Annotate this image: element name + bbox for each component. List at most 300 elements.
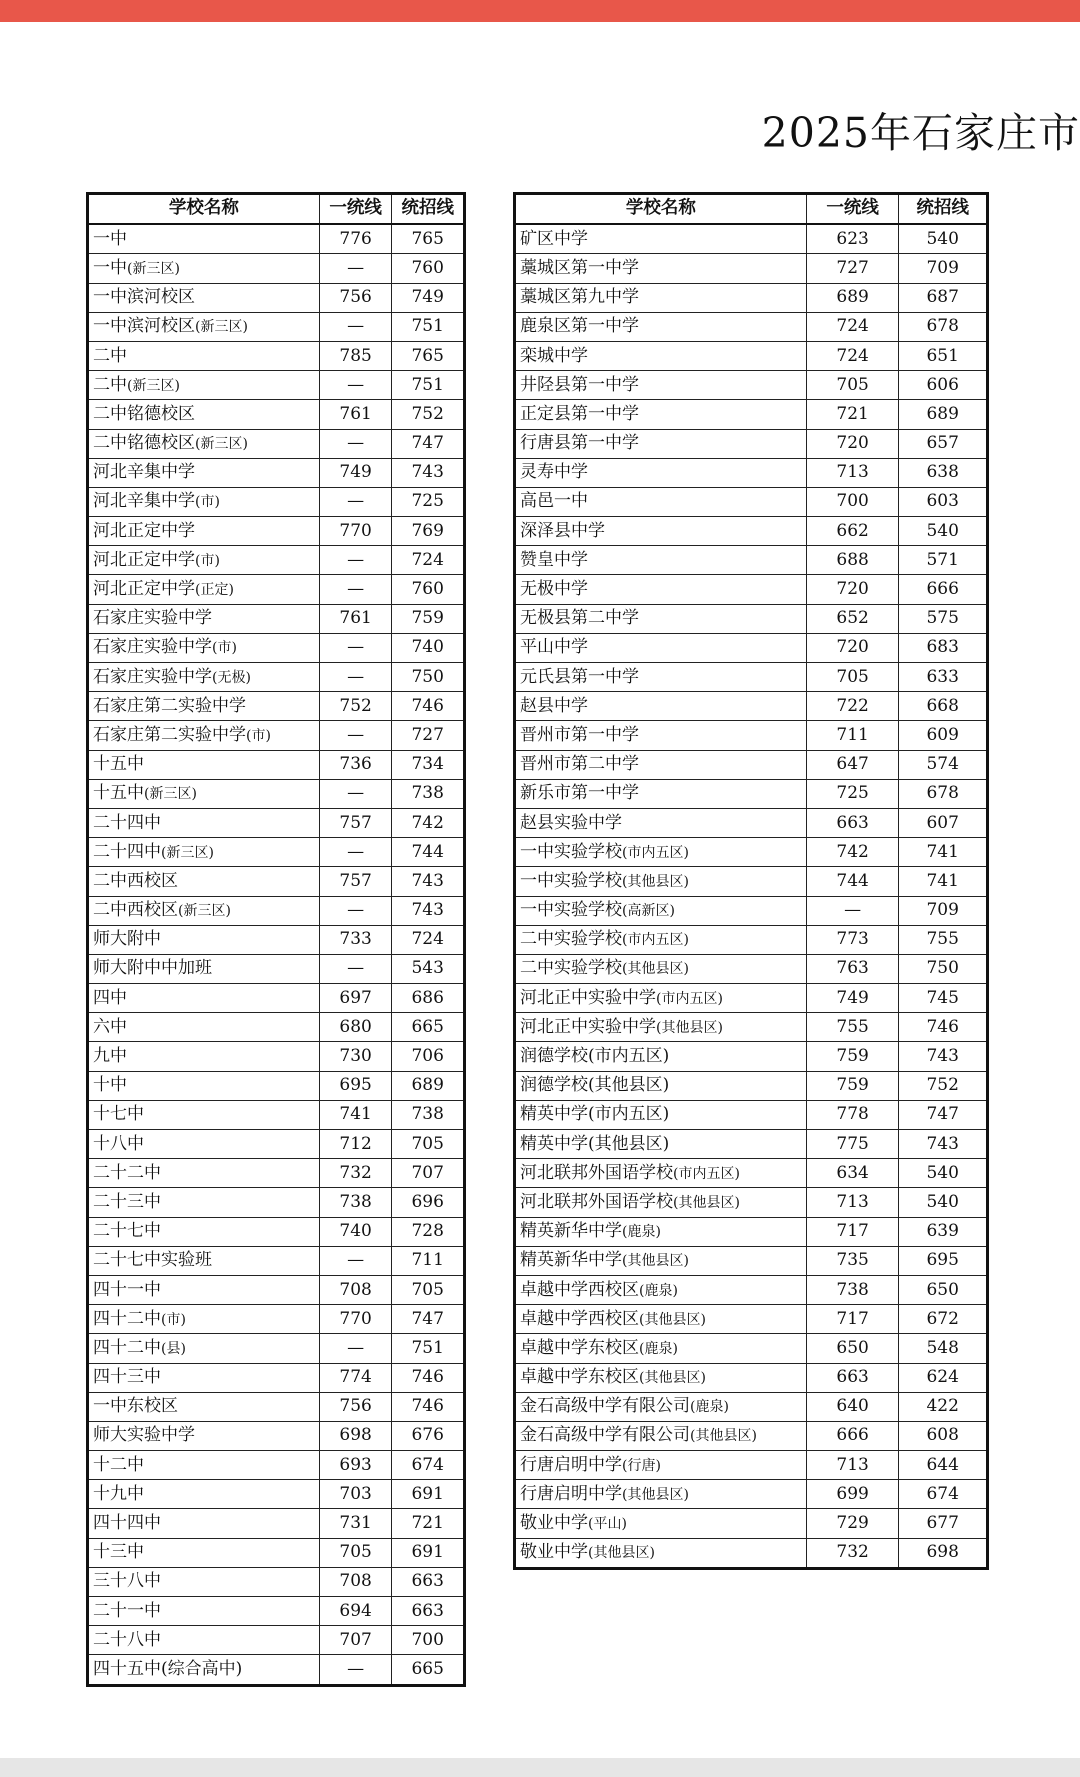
general-line-cell: 706 <box>392 1042 465 1071</box>
general-line-cell: 698 <box>899 1538 988 1568</box>
school-name: 井陉县第一中学 <box>520 374 639 395</box>
unified-line-cell: 693 <box>319 1451 392 1480</box>
school-name: 二十八中 <box>93 1629 161 1650</box>
school-name: 鹿泉区第一中学 <box>520 316 639 337</box>
school-name-cell <box>515 1159 807 1188</box>
general-line-cell: 707 <box>392 1159 465 1188</box>
table-row <box>515 1509 988 1538</box>
school-note: (平山) <box>588 1516 627 1533</box>
general-line-cell: 741 <box>899 838 988 867</box>
unified-line-cell: 713 <box>806 458 899 487</box>
school-name-cell <box>515 1392 807 1421</box>
school-note: (市内五区) <box>622 932 689 949</box>
general-line-cell: 683 <box>899 633 988 662</box>
unified-line-cell: 720 <box>806 429 899 458</box>
table-row <box>88 692 465 721</box>
school-name-cell <box>88 575 320 604</box>
school-name: 卓越中学西校区 <box>520 1279 639 1300</box>
school-name-cell <box>515 546 807 575</box>
school-note: (其他县区) <box>690 1428 757 1445</box>
unified-line-cell: 770 <box>319 517 392 546</box>
school-note: (市) <box>195 552 220 569</box>
header-school-name: 学校名称 <box>515 194 807 225</box>
unified-line-cell: 713 <box>806 1451 899 1480</box>
unified-line-cell: 634 <box>806 1159 899 1188</box>
school-name: 精英新华中学 <box>520 1221 622 1242</box>
school-name: 一中滨河校区 <box>93 316 195 337</box>
general-line-cell: 747 <box>899 1100 988 1129</box>
school-name: 四十二中 <box>93 1308 161 1329</box>
school-note: (其他县区) <box>622 1253 689 1270</box>
table-row <box>515 838 988 867</box>
general-line-cell: 663 <box>392 1567 465 1596</box>
unified-line-cell: 662 <box>806 517 899 546</box>
table-row <box>515 1334 988 1363</box>
school-note: (行唐) <box>622 1457 661 1474</box>
general-line-cell: 663 <box>392 1597 465 1626</box>
general-line-cell: 575 <box>899 604 988 633</box>
school-note: (正定) <box>195 582 234 599</box>
header-line1: 一统线 <box>806 194 899 225</box>
table-row <box>515 1305 988 1334</box>
school-note: (鹿泉) <box>639 1282 678 1299</box>
unified-line-cell: 650 <box>806 1334 899 1363</box>
school-name-cell <box>88 1451 320 1480</box>
general-line-cell: 742 <box>392 808 465 837</box>
school-name: 一中 <box>93 257 127 278</box>
school-note: (其他县区) <box>639 1311 706 1328</box>
school-name-cell <box>515 867 807 896</box>
table-row <box>88 663 465 692</box>
unified-line-cell: 730 <box>319 1042 392 1071</box>
general-line-cell: 639 <box>899 1217 988 1246</box>
school-name-cell <box>88 721 320 750</box>
school-name-cell <box>88 283 320 312</box>
table-row <box>515 1100 988 1129</box>
general-line-cell: 743 <box>392 896 465 925</box>
unified-line-cell: 705 <box>319 1538 392 1567</box>
school-name-cell <box>515 954 807 983</box>
table-row <box>515 312 988 341</box>
school-name-cell <box>515 896 807 925</box>
general-line-cell: 760 <box>392 575 465 604</box>
school-note: (市内五区) <box>656 990 723 1007</box>
school-name-cell <box>515 1275 807 1304</box>
table-row <box>515 1013 988 1042</box>
general-line-cell: 745 <box>899 984 988 1013</box>
table-row <box>515 1217 988 1246</box>
unified-line-cell: 708 <box>319 1567 392 1596</box>
school-note: (新三区) <box>195 436 248 453</box>
school-name-cell <box>515 1305 807 1334</box>
general-line-cell: 540 <box>899 1188 988 1217</box>
school-note: (新三区) <box>144 786 197 803</box>
school-name: 石家庄第二实验中学 <box>93 724 246 745</box>
unified-line-cell: 744 <box>806 867 899 896</box>
table-row <box>88 254 465 283</box>
school-note: (其他县区) <box>622 961 689 978</box>
school-name-cell <box>88 1626 320 1655</box>
school-name: 晋州市第二中学 <box>520 754 639 775</box>
general-line-cell: 687 <box>899 283 988 312</box>
school-name: 二中 <box>93 345 127 366</box>
table-row <box>88 312 465 341</box>
school-name: 师大附中中加班 <box>93 958 212 979</box>
general-line-cell: 746 <box>392 1363 465 1392</box>
school-name-cell <box>88 604 320 633</box>
school-name-cell <box>515 487 807 516</box>
general-line-cell: 686 <box>392 984 465 1013</box>
table-row <box>88 838 465 867</box>
school-name-cell <box>515 254 807 283</box>
school-name-cell <box>88 954 320 983</box>
school-name: 赵县中学 <box>520 695 588 716</box>
school-name: 晋州市第一中学 <box>520 724 639 745</box>
general-line-cell: 746 <box>899 1013 988 1042</box>
unified-line-cell: 695 <box>319 1071 392 1100</box>
general-line-cell: 666 <box>899 575 988 604</box>
school-name-cell <box>515 1042 807 1071</box>
school-name: 正定县第一中学 <box>520 403 639 424</box>
table-row <box>88 1071 465 1100</box>
general-line-cell: 728 <box>392 1217 465 1246</box>
general-line-cell: 540 <box>899 224 988 254</box>
school-name-cell <box>88 692 320 721</box>
school-name: 润德学校(其他县区) <box>520 1075 670 1096</box>
general-line-cell: 765 <box>392 341 465 370</box>
general-line-cell: 721 <box>392 1509 465 1538</box>
school-note: (无极) <box>212 669 251 686</box>
school-name: 河北正中实验中学 <box>520 1016 656 1037</box>
school-name-cell <box>515 341 807 370</box>
school-name: 金石高级中学有限公司 <box>520 1425 690 1446</box>
school-name: 石家庄实验中学 <box>93 666 212 687</box>
general-line-cell: 609 <box>899 721 988 750</box>
school-name: 三十八中 <box>93 1571 161 1592</box>
general-line-cell: 691 <box>392 1480 465 1509</box>
table-row <box>88 1159 465 1188</box>
general-line-cell: 678 <box>899 312 988 341</box>
table-row <box>88 779 465 808</box>
table-row <box>88 1567 465 1596</box>
school-name-cell <box>515 1451 807 1480</box>
unified-line-cell: 688 <box>806 546 899 575</box>
unified-line-cell: 724 <box>806 312 899 341</box>
general-line-cell: 689 <box>899 400 988 429</box>
unified-line-cell: 778 <box>806 1100 899 1129</box>
school-name: 一中实验学校 <box>520 841 622 862</box>
school-name-cell <box>88 1246 320 1275</box>
school-name-cell <box>88 371 320 400</box>
school-name: 二中实验学校 <box>520 929 622 950</box>
table-row <box>88 1655 465 1685</box>
general-line-cell: 608 <box>899 1421 988 1450</box>
unified-line-cell: 738 <box>319 1188 392 1217</box>
unified-line-cell: 738 <box>806 1275 899 1304</box>
school-name-cell <box>88 1567 320 1596</box>
school-name: 润德学校(市内五区) <box>520 1046 670 1067</box>
table-row <box>515 1480 988 1509</box>
table-row <box>515 954 988 983</box>
school-name-cell <box>88 1100 320 1129</box>
general-line-cell: 668 <box>899 692 988 721</box>
general-line-cell: 705 <box>392 1130 465 1159</box>
general-line-cell: 740 <box>392 633 465 662</box>
school-name-cell <box>88 1421 320 1450</box>
unified-line-cell: 680 <box>319 1013 392 1042</box>
table-row <box>88 1013 465 1042</box>
school-name: 赵县实验中学 <box>520 812 622 833</box>
school-name-cell <box>88 254 320 283</box>
school-name: 行唐启明中学 <box>520 1454 622 1475</box>
school-name-cell <box>88 1275 320 1304</box>
table-row <box>515 1159 988 1188</box>
school-name: 卓越中学东校区 <box>520 1367 639 1388</box>
table-row <box>515 808 988 837</box>
unified-line-cell: — <box>319 779 392 808</box>
school-name: 二中铭德校区 <box>93 403 195 424</box>
table-row <box>88 546 465 575</box>
school-name: 二十二中 <box>93 1162 161 1183</box>
school-name-cell <box>515 1130 807 1159</box>
unified-line-cell: 735 <box>806 1246 899 1275</box>
unified-line-cell: 736 <box>319 750 392 779</box>
school-name: 河北辛集中学 <box>93 462 195 483</box>
unified-line-cell: 666 <box>806 1421 899 1450</box>
unified-line-cell: 741 <box>319 1100 392 1129</box>
school-name-cell <box>515 1100 807 1129</box>
general-line-cell: 709 <box>899 896 988 925</box>
general-line-cell: 751 <box>392 371 465 400</box>
table-header-row <box>88 194 465 225</box>
school-name: 十三中 <box>93 1542 144 1563</box>
unified-line-cell: 729 <box>806 1509 899 1538</box>
table-row <box>88 517 465 546</box>
school-name: 二十四中 <box>93 841 161 862</box>
school-name: 河北正定中学 <box>93 579 195 600</box>
unified-line-cell: 749 <box>806 984 899 1013</box>
school-name-cell <box>88 1130 320 1159</box>
table-row <box>515 1246 988 1275</box>
unified-line-cell: 761 <box>319 400 392 429</box>
school-name-cell <box>515 575 807 604</box>
table-row <box>88 1305 465 1334</box>
school-name-cell <box>88 1305 320 1334</box>
unified-line-cell: — <box>806 896 899 925</box>
table-row <box>88 896 465 925</box>
table-row <box>88 341 465 370</box>
school-name: 一中实验学校 <box>520 900 622 921</box>
school-name: 矿区中学 <box>520 228 588 249</box>
school-name: 九中 <box>93 1046 127 1067</box>
school-name: 二中 <box>93 374 127 395</box>
general-line-cell: 746 <box>392 692 465 721</box>
table-row <box>515 575 988 604</box>
general-line-cell: 624 <box>899 1363 988 1392</box>
school-name: 四十一中 <box>93 1279 161 1300</box>
general-line-cell: 678 <box>899 779 988 808</box>
unified-line-cell: 724 <box>806 341 899 370</box>
unified-line-cell: 647 <box>806 750 899 779</box>
school-name: 石家庄实验中学 <box>93 637 212 658</box>
school-note: (其他县区) <box>639 1370 706 1387</box>
unified-line-cell: — <box>319 633 392 662</box>
school-name: 四十五中(综合高中) <box>93 1658 243 1679</box>
school-name-cell <box>88 1159 320 1188</box>
unified-line-cell: — <box>319 487 392 516</box>
general-line-cell: 422 <box>899 1392 988 1421</box>
table-row <box>515 604 988 633</box>
school-note: (其他县区) <box>622 873 689 890</box>
general-line-cell: 574 <box>899 750 988 779</box>
school-name: 灵寿中学 <box>520 462 588 483</box>
school-name-cell <box>515 1421 807 1450</box>
school-name-cell <box>88 838 320 867</box>
unified-line-cell: — <box>319 254 392 283</box>
table-row <box>515 1188 988 1217</box>
school-name: 二十七中实验班 <box>93 1250 212 1271</box>
table-row <box>515 1392 988 1421</box>
school-name-cell <box>88 867 320 896</box>
table-row <box>88 1246 465 1275</box>
school-name-cell <box>88 517 320 546</box>
unified-line-cell: 694 <box>319 1597 392 1626</box>
table-row <box>88 458 465 487</box>
school-name-cell <box>515 1363 807 1392</box>
unified-line-cell: 756 <box>319 283 392 312</box>
table-row <box>515 1130 988 1159</box>
school-name-cell <box>88 341 320 370</box>
unified-line-cell: — <box>319 721 392 750</box>
unified-line-cell: — <box>319 838 392 867</box>
general-line-cell: 603 <box>899 487 988 516</box>
unified-line-cell: 640 <box>806 1392 899 1421</box>
general-line-cell: 633 <box>899 663 988 692</box>
table-row <box>88 283 465 312</box>
table-row <box>88 1597 465 1626</box>
table-row <box>88 633 465 662</box>
table-row <box>88 1392 465 1421</box>
school-name-cell <box>515 1188 807 1217</box>
unified-line-cell: 711 <box>806 721 899 750</box>
school-name: 元氏县第一中学 <box>520 666 639 687</box>
school-name-cell <box>515 1246 807 1275</box>
unified-line-cell: — <box>319 663 392 692</box>
table-row <box>88 487 465 516</box>
bottom-bar <box>0 1758 1080 1777</box>
school-name: 十五中 <box>93 754 144 775</box>
unified-line-cell: 689 <box>806 283 899 312</box>
school-name: 六中 <box>93 1016 127 1037</box>
general-line-cell: 705 <box>392 1275 465 1304</box>
table-row <box>88 925 465 954</box>
general-line-cell: 725 <box>392 487 465 516</box>
unified-line-cell: 733 <box>319 925 392 954</box>
school-note: (市) <box>161 1311 186 1328</box>
general-line-cell: 743 <box>899 1042 988 1071</box>
school-name: 行唐启明中学 <box>520 1483 622 1504</box>
school-name-cell <box>88 429 320 458</box>
school-name: 河北联邦外国语学校 <box>520 1191 673 1212</box>
general-line-cell: 724 <box>392 925 465 954</box>
table-row <box>515 458 988 487</box>
school-name-cell <box>88 1071 320 1100</box>
school-note: (其他县区) <box>588 1545 655 1562</box>
right-score-table <box>513 192 989 1570</box>
unified-line-cell: 663 <box>806 1363 899 1392</box>
unified-line-cell: 731 <box>319 1509 392 1538</box>
unified-line-cell: — <box>319 371 392 400</box>
school-name-cell <box>88 1538 320 1567</box>
school-note: (市) <box>246 727 271 744</box>
general-line-cell: 672 <box>899 1305 988 1334</box>
school-name-cell <box>515 692 807 721</box>
table-row <box>515 1363 988 1392</box>
general-line-cell: 540 <box>899 1159 988 1188</box>
table-row <box>88 604 465 633</box>
school-note: (鹿泉) <box>639 1340 678 1357</box>
left-score-table <box>86 192 466 1687</box>
unified-line-cell: 698 <box>319 1421 392 1450</box>
school-note: (市) <box>212 640 237 657</box>
table-row <box>515 896 988 925</box>
unified-line-cell: 763 <box>806 954 899 983</box>
unified-line-cell: 756 <box>319 1392 392 1421</box>
general-line-cell: 543 <box>392 954 465 983</box>
general-line-cell: 607 <box>899 808 988 837</box>
school-note: (新三区) <box>127 260 180 277</box>
school-name: 十二中 <box>93 1454 144 1475</box>
school-name: 四中 <box>93 987 127 1008</box>
general-line-cell: 752 <box>392 400 465 429</box>
school-name-cell <box>88 1188 320 1217</box>
table-row <box>88 867 465 896</box>
school-name: 藁城区第九中学 <box>520 287 639 308</box>
table-row <box>515 517 988 546</box>
header-line1: 一统线 <box>319 194 392 225</box>
school-name: 二中西校区 <box>93 870 178 891</box>
school-name-cell <box>88 546 320 575</box>
school-name-cell <box>88 224 320 254</box>
general-line-cell: 644 <box>899 1451 988 1480</box>
unified-line-cell: 773 <box>806 925 899 954</box>
general-line-cell: 696 <box>392 1188 465 1217</box>
school-name-cell <box>515 429 807 458</box>
school-name-cell <box>515 1509 807 1538</box>
table-row <box>515 925 988 954</box>
school-name: 二十三中 <box>93 1191 161 1212</box>
school-name-cell <box>88 1013 320 1042</box>
unified-line-cell: 752 <box>319 692 392 721</box>
table-row <box>515 1451 988 1480</box>
school-name: 河北正中实验中学 <box>520 987 656 1008</box>
school-name-cell <box>515 1480 807 1509</box>
school-name: 平山中学 <box>520 637 588 658</box>
school-name: 行唐县第一中学 <box>520 433 639 454</box>
table-row <box>88 1480 465 1509</box>
unified-line-cell: 774 <box>319 1363 392 1392</box>
school-name-cell <box>515 1217 807 1246</box>
general-line-cell: 727 <box>392 721 465 750</box>
general-line-cell: 709 <box>899 254 988 283</box>
general-line-cell: 765 <box>392 224 465 254</box>
table-row <box>88 984 465 1013</box>
school-name-cell <box>515 633 807 662</box>
unified-line-cell: — <box>319 1246 392 1275</box>
table-row <box>515 779 988 808</box>
general-line-cell: 738 <box>392 779 465 808</box>
table-row <box>88 1626 465 1655</box>
